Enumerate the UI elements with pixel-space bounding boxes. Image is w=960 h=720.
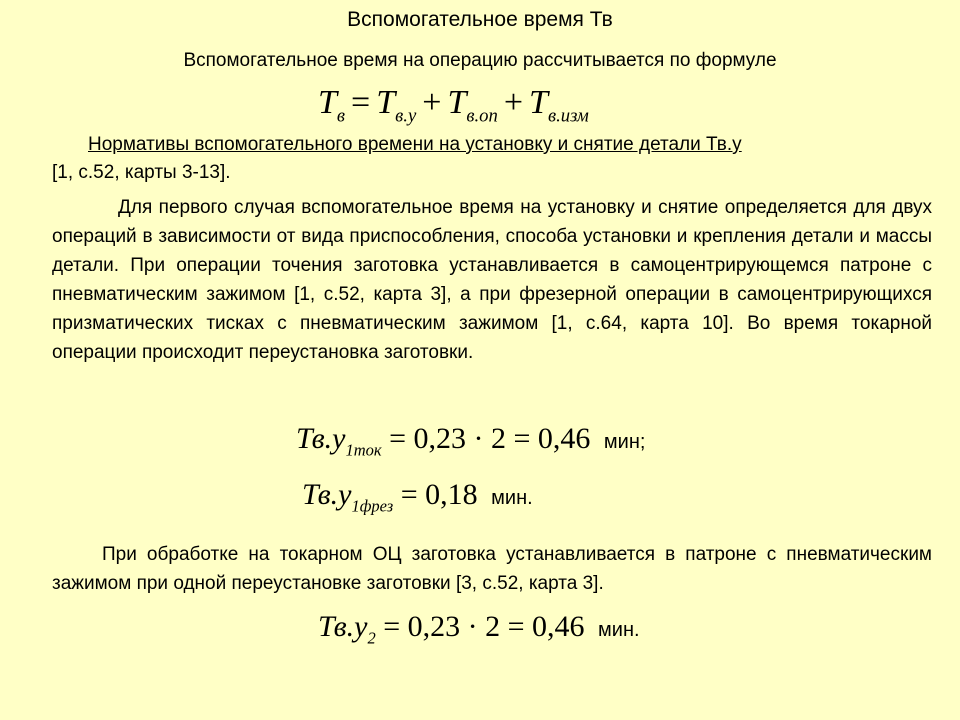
formula-equals: = — [351, 84, 371, 121]
formula-term-vu: $T_{в.у}$ — [376, 84, 417, 127]
formula-plus: + — [503, 84, 524, 121]
formula-plus: + — [422, 84, 442, 121]
equation-tvu1-milling: $Тв.у_{1фрез} = 0,18$ мин. — [302, 478, 533, 516]
paragraph-first-case: Для первого случая вспомогательное время на установку и снятие определяется для двух операций в зависимости от вида приспособления, способа установки и крепления детали и массы детали. При операции точения заготовка устанавливается в самоцентрирующемся патроне с пневматическим зажимом [1, с.52, карта 3], а при фрезерной операции в самоцентрирующихся призматических тисках с пневматическим зажимом [1, с.64, карта 10]. Во время токарной операции происходит переустановка заготовки. — [52, 197, 932, 363]
page-title: Вспомогательное время Тв — [347, 8, 613, 31]
equation-tvu1-turning: $Тв.у_{1ток} = 0,23 \cdot 2 = 0,46$ мин; — [296, 422, 646, 460]
formula-term-vizm: $T_{в.изм}$ — [529, 84, 589, 127]
paragraph-cnc-case: При обработке на токарном ОЦ заготовка устанавливается в патроне с пневматическим зажимом при одной переустановке заготовки [3, с.52, карта 3]. — [52, 544, 932, 594]
formula-intro: Вспомогательное время на операцию рассчитывается по формуле — [183, 50, 777, 71]
formula-lhs: $T_в$ — [318, 84, 346, 127]
norms-reference: [1, с.52, карты 3-13]. — [52, 162, 231, 183]
equation-tvu2: $Тв.у_2 = 0,23 \cdot 2 = 0,46$ мин. — [318, 610, 640, 648]
norms-heading: Нормативы вспомогательного времени на установку и снятие детали Тв.у — [88, 134, 742, 155]
main-formula — [318, 84, 589, 127]
formula-term-vop: $T_{в.оп}$ — [447, 84, 498, 127]
